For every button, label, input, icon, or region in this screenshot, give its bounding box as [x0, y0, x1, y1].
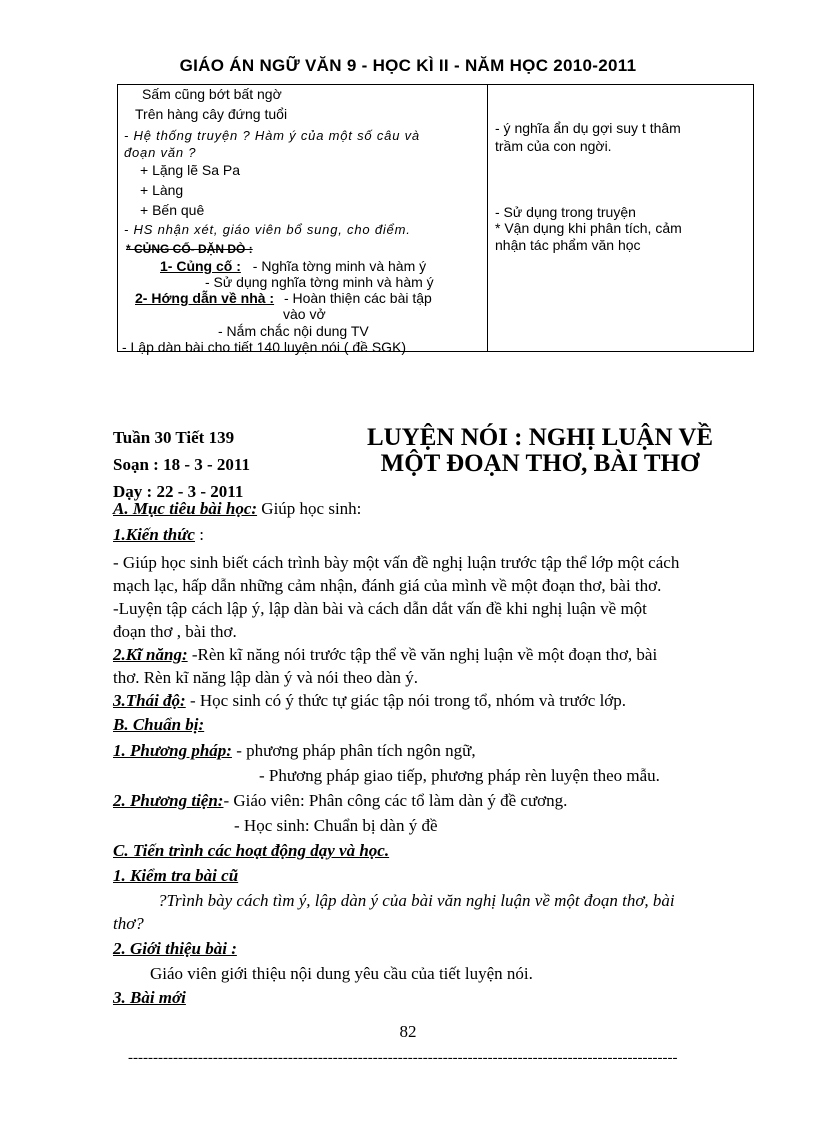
table-line: - ý nghĩa ẩn dụ gợi suy t thâm	[495, 120, 681, 136]
paragraph-line: đoạn thơ , bài thơ.	[113, 622, 237, 641]
lesson-composed-date: Soạn : 18 - 3 - 2011	[113, 455, 250, 474]
table-line: - HS nhận xét, giáo viên bổ sung, cho điểm.	[124, 222, 411, 237]
section-c	[113, 841, 389, 861]
footer-divider: --------------------------------------------------------------------------------------------------------------	[128, 1050, 678, 1066]
paragraph-line: mạch lạc, hấp dẫn những cảm nhận, đánh giá của mình về một đoạn thơ, bài thơ.	[113, 576, 662, 595]
table-line: + Làng	[140, 182, 184, 198]
table-line-text: - Hoàn thiện các bài tập	[283, 290, 432, 306]
table-line: - Lập dàn bài cho tiết 140 luyện nói ( đề SGK)	[122, 339, 407, 355]
section-a	[113, 499, 361, 519]
section-heading: 3. Bài mới	[113, 988, 186, 1007]
section-heading: A. Mục tiêu bài học:	[113, 499, 258, 518]
table-line: - Sử dụng trong truyện	[495, 204, 636, 220]
table-line: - Sử dụng nghĩa tờng minh và hàm ý	[205, 274, 434, 290]
new-lesson	[113, 988, 186, 1008]
lesson-taught-date: Dạy : 22 - 3 - 2011	[113, 482, 244, 501]
check-old-lesson	[113, 866, 238, 886]
section-heading: 2. Phương tiện:	[113, 791, 224, 810]
table-line: * Vận dụng khi phân tích, cảm	[495, 220, 682, 236]
table-line: + Lặng lẽ Sa Pa	[140, 162, 241, 178]
section-b	[113, 715, 204, 735]
lesson-week: Tuần 30 Tiết 139	[113, 428, 235, 447]
skills-line	[113, 645, 657, 665]
table-line-text: - Nghĩa tờng minh và hàm ý	[252, 258, 427, 274]
section-text: - phương pháp phân tích ngôn ngữ,	[231, 741, 476, 760]
page-header: GIÁO ÁN NGỮ VĂN 9 - HỌC KÌ II - NĂM HỌC 2010-2011	[179, 56, 637, 75]
section-heading: 2. Giới thiệu bài :	[113, 939, 237, 958]
table-line	[135, 290, 432, 306]
section-heading: 1. Kiểm tra bài cũ	[113, 866, 239, 885]
table-line: Sấm cũng bớt bất ngờ	[142, 86, 282, 102]
table-line: + Bến quê	[140, 202, 205, 218]
section-heading: * CỦNG CỐ- DẶN DÒ :	[126, 242, 253, 256]
paragraph-line: -Luyện tập cách lập ý, lập dàn bài và cách dẫn dắt vấn đề khi nghị luận về một	[113, 599, 647, 618]
section-text: :	[194, 525, 204, 544]
table-line: trầm của con ngời.	[495, 138, 612, 154]
table-line: đoạn văn ?	[124, 145, 197, 160]
table-divider	[487, 85, 488, 351]
table-line: - Hệ thống truyện ? Hàm ý của một số câu và	[124, 128, 420, 143]
paragraph-line: thơ. Rèn kĩ năng lập dàn ý và nói theo dàn ý.	[113, 668, 419, 687]
paragraph-line: - Phương pháp giao tiếp, phương pháp rèn luyện theo mẫu.	[259, 766, 660, 785]
paragraph-line: - Học sinh: Chuẩn bị dàn ý đề	[234, 816, 438, 835]
section-heading: 1.Kiến thức	[113, 525, 195, 544]
section-heading: 1. Phương pháp:	[113, 741, 232, 760]
table-line: Trên hàng cây đứng tuổi	[135, 106, 288, 122]
section-heading: C. Tiến trình các hoạt động dạy và học.	[113, 841, 390, 860]
paragraph-line: - Giúp học sinh biết cách trình bày một vấn đề nghị luận trước tập thể lớp một cách	[113, 553, 680, 572]
lesson-title: MỘT ĐOẠN THƠ, BÀI THƠ	[380, 450, 700, 477]
lesson-title: LUYỆN NÓI : NGHỊ LUẬN VỀ	[366, 424, 714, 451]
table-line: nhận tác phẩm văn học	[495, 237, 641, 253]
section-text: - Giáo viên: Phân công các tổ làm dàn ý đề cương.	[223, 791, 568, 810]
means-line	[113, 791, 567, 811]
section-heading: 3.Thái độ:	[113, 691, 186, 710]
method-line	[113, 741, 476, 761]
table-line: - Nắm chắc nội dung TV	[218, 323, 369, 339]
table-line	[160, 258, 426, 274]
table-subheading: 1- Củng cố :	[160, 258, 241, 274]
section-text: - Học sinh có ý thức tự giác tập nói trong tổ, nhóm và trước lớp.	[185, 691, 627, 710]
introduce-lesson	[113, 939, 237, 959]
section-text: -Rèn kĩ năng nói trước tập thể về văn nghị luận về một đoạn thơ, bài	[187, 645, 658, 664]
page-number: 82	[399, 1022, 417, 1041]
section-text: Giúp học sinh:	[257, 499, 362, 518]
paragraph-line: thơ?	[113, 914, 144, 933]
table-line: vào vở	[283, 306, 326, 322]
table-subheading: 2- Hớng dẫn về nhà :	[135, 290, 275, 306]
section-heading: B. Chuẩn bị:	[113, 715, 205, 734]
attitude-line	[113, 691, 626, 711]
section-heading: 2.Kĩ năng:	[113, 645, 188, 664]
knowledge-heading	[113, 525, 204, 545]
paragraph-line: Giáo viên giới thiệu nội dung yêu cầu của tiết luyện nói.	[150, 964, 533, 983]
paragraph-line: ?Trình bày cách tìm ý, lập dàn ý của bài văn nghị luận về một đoạn thơ, bài	[158, 891, 675, 910]
